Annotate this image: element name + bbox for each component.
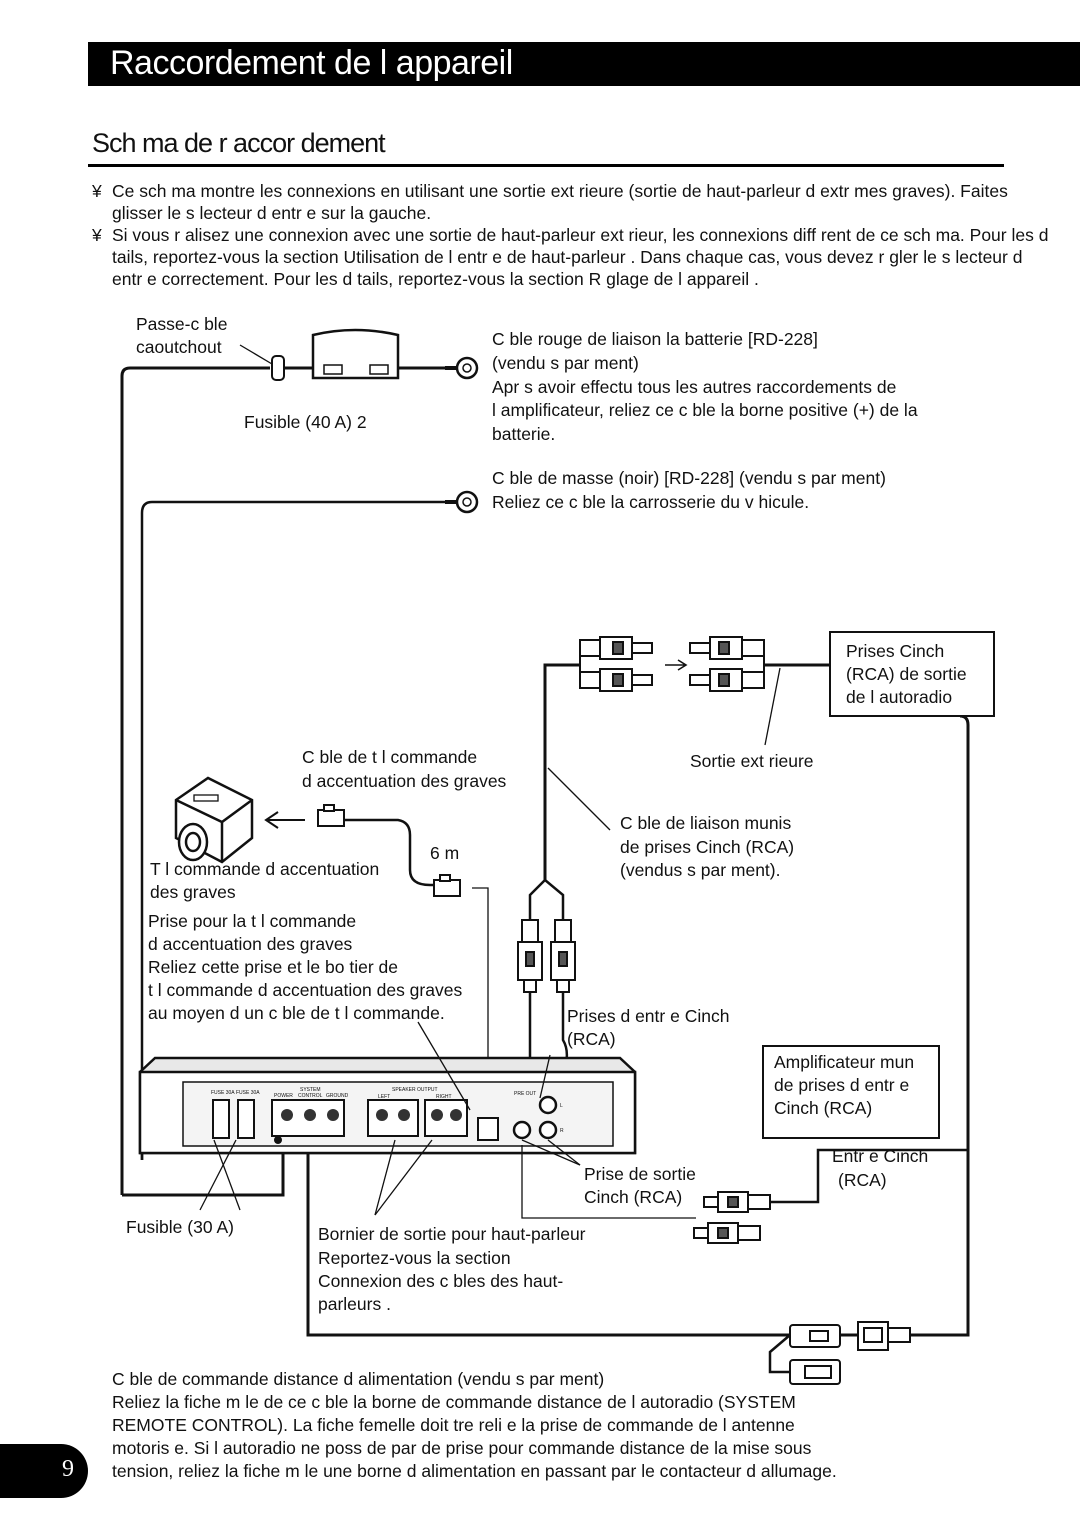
remote-label: des graves xyxy=(150,882,236,902)
rca-cable-label: (vendus s par ment). xyxy=(620,860,781,880)
antenna-branch xyxy=(770,1335,790,1372)
bass-remote-unit xyxy=(176,778,252,862)
panel-fuse-label: FUSE 30A xyxy=(236,1090,260,1096)
bass-cable-label: C ble de t l commande xyxy=(302,747,478,767)
remote-cable-text: Reliez la fiche m le de ce c ble la borne de commande distance de l autoradio (SYSTEM xyxy=(112,1392,796,1412)
remote-connector-female xyxy=(858,1322,910,1350)
panel-system-label: SYSTEM xyxy=(300,1087,321,1093)
ground-ring-terminal xyxy=(445,492,477,512)
jack-label: d accentuation des graves xyxy=(148,934,353,954)
entry-label: Entr e Cinch xyxy=(832,1146,929,1166)
panel-left-label: LEFT xyxy=(378,1094,391,1100)
rca-out-label: (RCA) de sortie xyxy=(846,664,967,684)
intro-text: Ce sch ma montre les connexions en utilisant une sortie ext rieure (sortie de haut-parleur d extr mes graves). Faites glisser le s lecteur d entr e sur la gauche. xyxy=(112,181,1008,223)
battery-label: (vendu s par ment) xyxy=(492,353,639,373)
page-title: Raccordement de l appareil xyxy=(110,44,513,82)
grommet-leader xyxy=(240,345,272,364)
rca-plugs-amp-side xyxy=(580,637,652,691)
grommet xyxy=(272,356,284,380)
amp-label: de prises d entr e xyxy=(774,1075,910,1095)
modular-plug-bottom xyxy=(434,875,460,896)
battery-label: Apr s avoir effectu tous les autres raccordements de xyxy=(492,377,897,397)
panel-fuse-label: FUSE 30A xyxy=(211,1090,235,1096)
remote-label: T l commande d accentuation xyxy=(150,859,380,879)
ext-out-leader xyxy=(765,668,780,745)
fuse40-label: Fusible (40 A) 2 xyxy=(244,412,367,432)
entry-label: (RCA) xyxy=(838,1170,887,1190)
page-number: 9 xyxy=(62,1456,74,1482)
rca-in-label: Prises d entr e Cinch xyxy=(567,1006,730,1026)
rca-in-label: (RCA) xyxy=(567,1029,616,1049)
remote-cable-text: tension, reliez la fiche m le une borne d alimentation en passant par le contacteur d allumage. xyxy=(112,1461,837,1481)
terminal-label: Connexion des c bles des haut- xyxy=(318,1271,564,1291)
bullet: ¥ xyxy=(92,181,102,201)
rca-cable-label: de prises Cinch (RCA) xyxy=(620,837,795,857)
jack-label: t l commande d accentuation des graves xyxy=(148,980,463,1000)
amplifier xyxy=(140,1058,635,1153)
bass-cable-label: d accentuation des graves xyxy=(302,771,507,791)
jack-label: Prise pour la t l commande xyxy=(148,911,357,931)
remote-cable-text: REMOTE CONTROL). La fiche femelle doit tre reli e la prise de commande de l antenne xyxy=(112,1415,795,1435)
intro-text: Si vous r alisez une connexion avec une sortie de haut-parleur ext rieur, les connexions diff rent de ce sch ma. Pour les d tails, reportez-vous la section Utilisation de l entr e de haut-parleur . Dans chaque cas, vous devez r gler le s lecteur d entr e correctement. Pour les d tails, reportez-vous la section R glage de l appareil . xyxy=(112,225,1049,289)
terminal-label: Reportez-vous la section xyxy=(318,1248,511,1268)
grommet-label: caoutchout xyxy=(136,337,222,357)
remote-cable-text: motoris e. Si l autoradio ne poss de par de prise pour commande distance de la mise sous xyxy=(112,1438,812,1458)
ground-label: C ble de masse (noir) [RD-228] (vendu s par ment) xyxy=(492,468,886,488)
rca-out-label: Prises Cinch xyxy=(846,641,945,661)
rca-cable-top xyxy=(545,665,580,880)
fuse30-label: Fusible (30 A) xyxy=(126,1217,234,1237)
diagram-labels xyxy=(112,314,967,1481)
ext-out-label: Sortie ext rieure xyxy=(690,751,814,771)
grommet-label: Passe-c ble xyxy=(136,314,228,334)
jack-label: Reliez cette prise et le bo tier de xyxy=(148,957,398,977)
rca-cable-split-r xyxy=(545,880,563,920)
amp-label: Cinch (RCA) xyxy=(774,1098,873,1118)
panel-preout-label: PRE OUT xyxy=(514,1091,537,1097)
rca-cable-label: C ble de liaison munis xyxy=(620,813,792,833)
length-label: 6 m xyxy=(430,843,460,863)
fuse-holder xyxy=(313,330,398,378)
remote-connector-male xyxy=(790,1325,840,1347)
modular-plug-top xyxy=(318,805,344,826)
panel-l-label: L xyxy=(560,1103,563,1109)
panel-speaker-label: SPEAKER OUTPUT xyxy=(392,1087,438,1093)
remote-cable-title: C ble de commande distance d alimentation (vendu s par ment) xyxy=(112,1369,605,1389)
panel-ground-label: GROUND xyxy=(326,1093,349,1099)
battery-ring-terminal xyxy=(445,358,477,378)
battery-label: C ble rouge de liaison la batterie [RD-228] xyxy=(492,329,818,349)
battery-label: l amplificateur, reliez ce c ble la borne positive (+) de la xyxy=(492,400,918,420)
page-number-tab xyxy=(0,1444,88,1498)
battery-label: batterie. xyxy=(492,424,556,444)
rca-cable-leader xyxy=(548,768,610,830)
rca-out-label: de l autoradio xyxy=(846,687,953,707)
arrow-left-icon xyxy=(266,812,305,828)
section-title: Sch ma de r accor dement xyxy=(92,128,385,158)
rca-plugs-vertical xyxy=(518,920,575,992)
rca-plugs-headunit-side xyxy=(690,637,764,691)
terminal-label: parleurs . xyxy=(318,1294,391,1314)
jack-label: au moyen d un c ble de t l commande. xyxy=(148,1003,445,1023)
rca-cable-split-l xyxy=(530,880,545,920)
panel-r-label: R xyxy=(560,1128,564,1134)
antenna-connector xyxy=(790,1360,840,1384)
prise-out-label: Prise de sortie xyxy=(584,1164,696,1184)
rca-plugs-output xyxy=(694,1192,770,1243)
arrow-icon xyxy=(665,660,686,670)
ground-label: Reliez ce c ble la carrosserie du v hicule. xyxy=(492,492,810,512)
bullet: ¥ xyxy=(92,225,102,245)
panel-control-label: CONTROL xyxy=(298,1093,323,1099)
prise-out-label: Cinch (RCA) xyxy=(584,1187,683,1207)
panel-power-label: POWER xyxy=(274,1093,293,1099)
panel-right-label: RIGHT xyxy=(436,1094,452,1100)
terminal-label: Bornier de sortie pour haut-parleur xyxy=(318,1224,586,1244)
amp-label: Amplificateur mun xyxy=(774,1052,915,1072)
